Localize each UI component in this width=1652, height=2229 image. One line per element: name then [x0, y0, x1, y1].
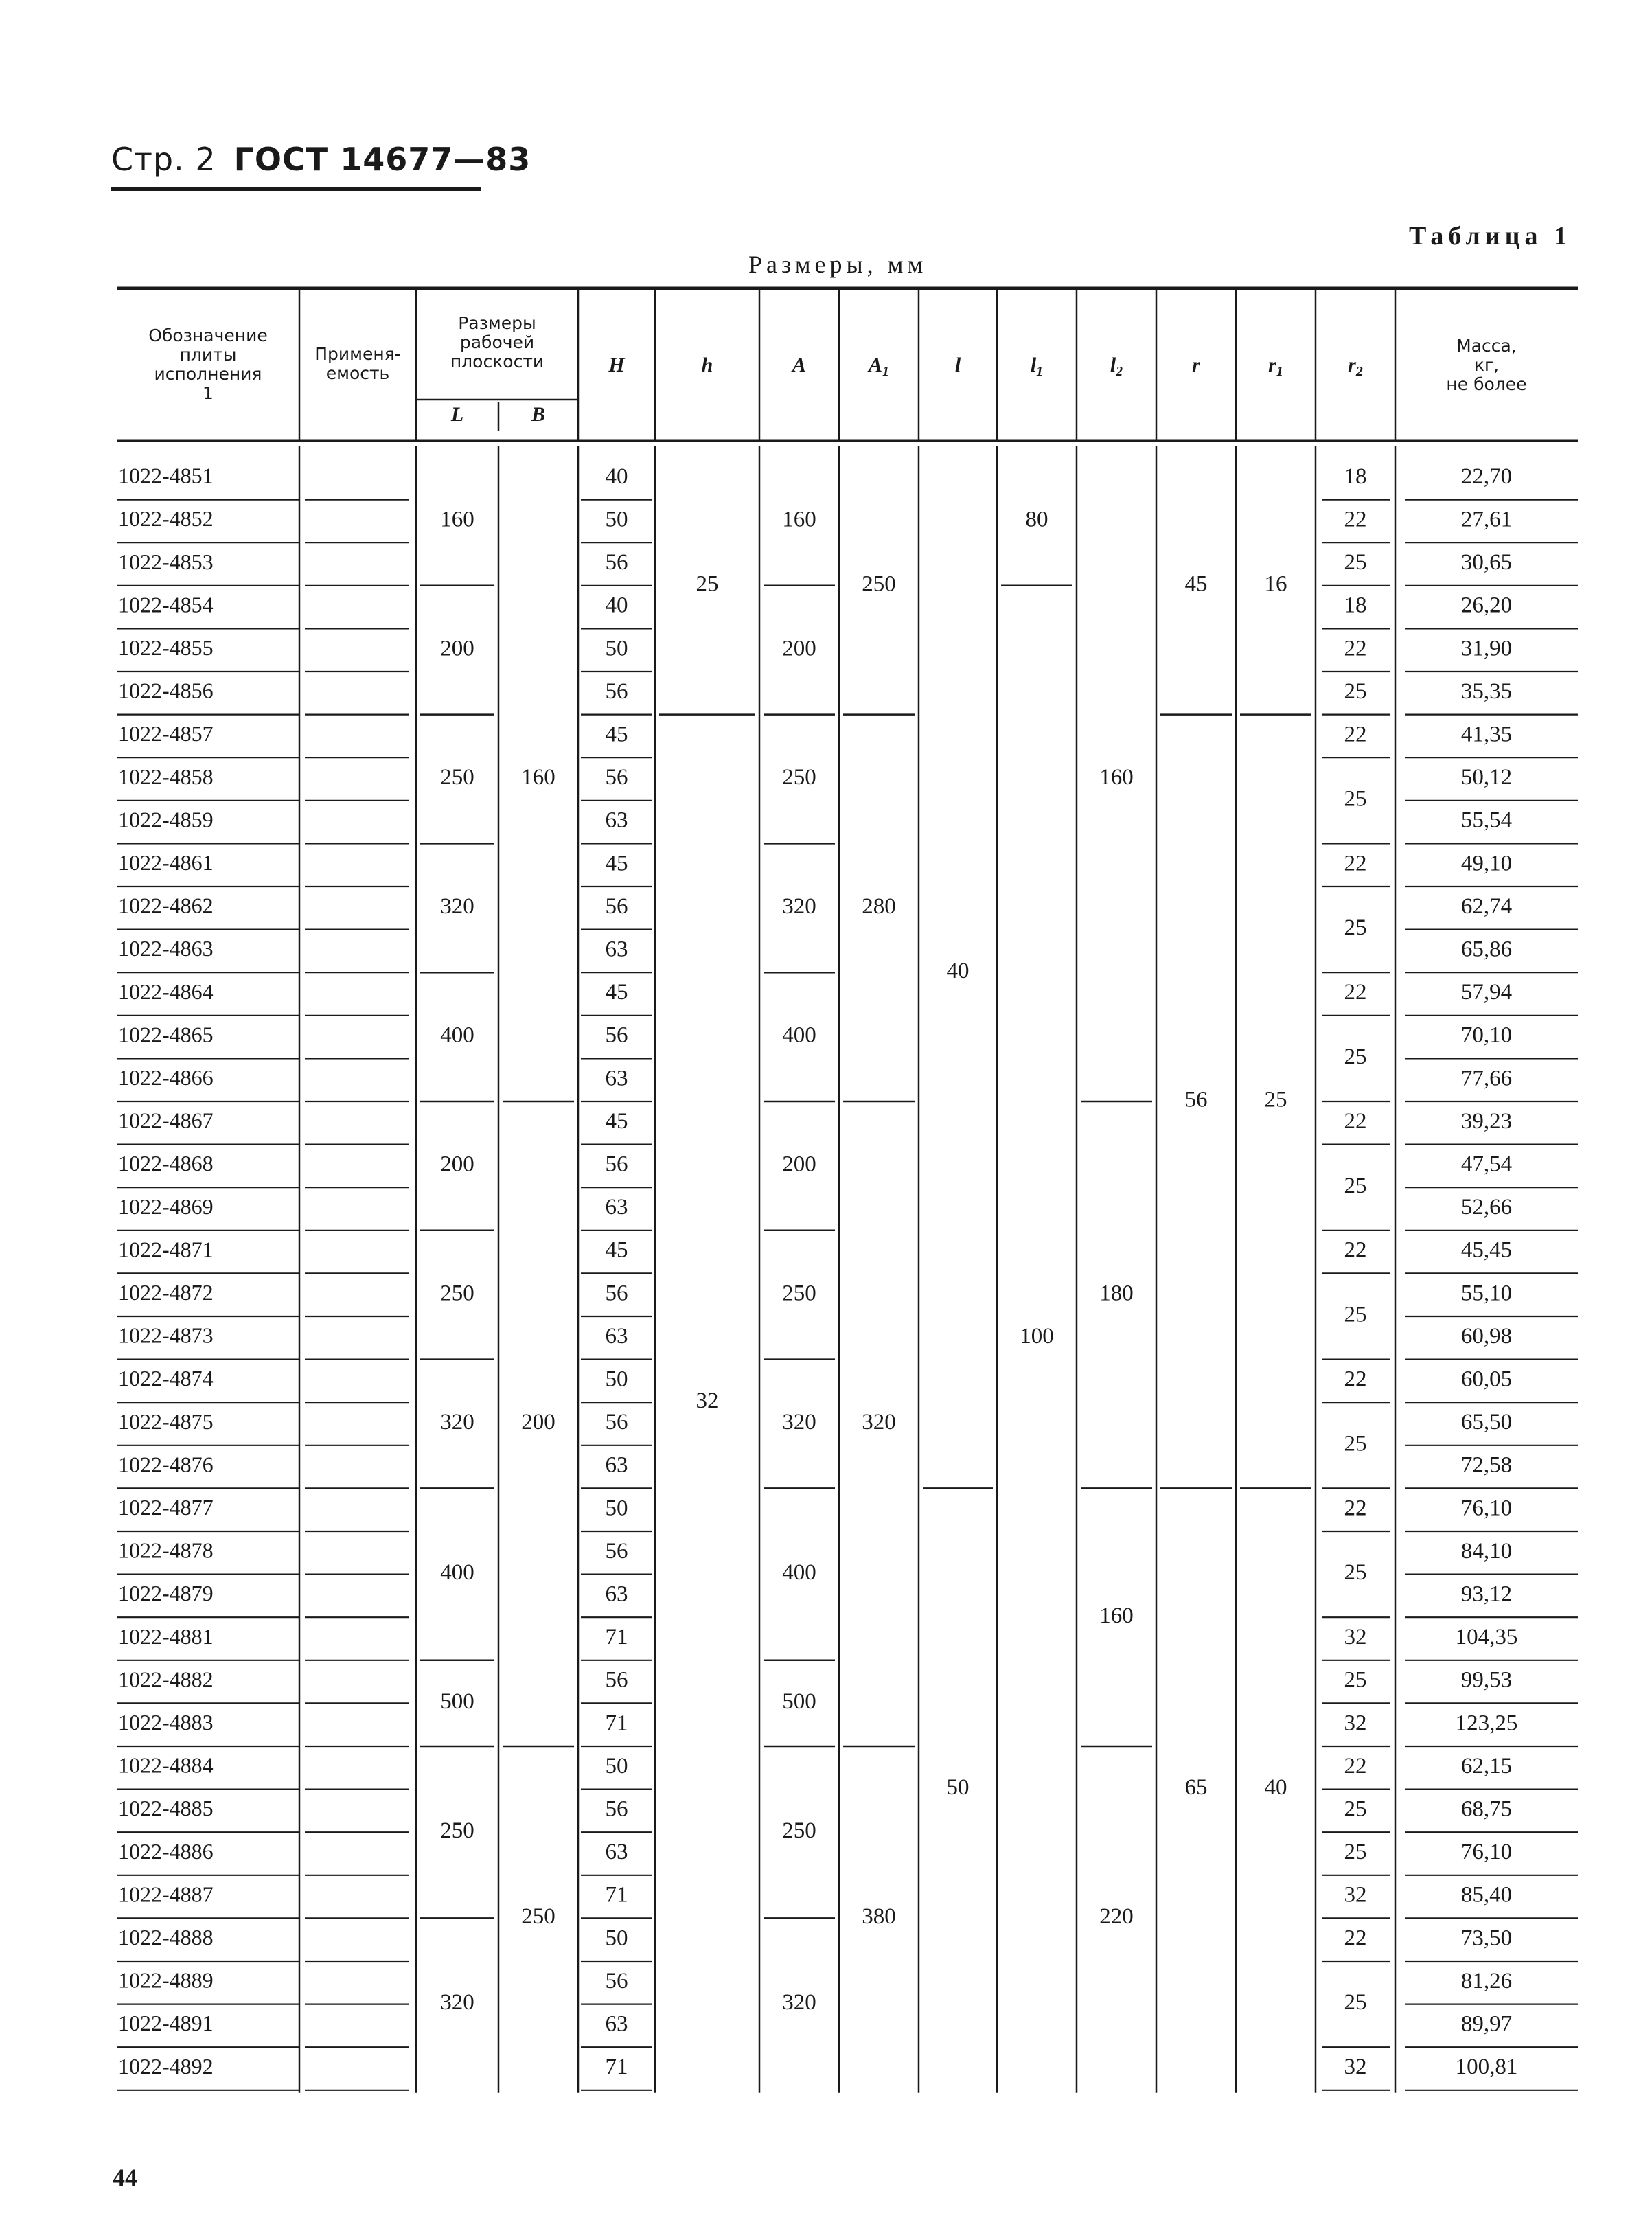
mass-value-cell: 99,53: [1460, 1667, 1513, 1693]
designation-cell: 1022-4857: [118, 721, 214, 746]
mass-value-cell: 60,05: [1460, 1367, 1513, 1392]
h-column-header: H: [608, 353, 625, 376]
mass-value-cell: 76,10: [1460, 1496, 1513, 1521]
designation-cell: 1022-4851: [118, 463, 214, 488]
r1-column-header: $r_1$: [1268, 353, 1283, 379]
mass-value-cell: 45,45: [1460, 1237, 1513, 1263]
a1-size-cell: 320: [862, 1410, 896, 1435]
r2-radius-cell: 25: [1344, 786, 1367, 812]
h-value-cell: 56: [605, 1796, 628, 1822]
h-value-cell: 56: [605, 1281, 628, 1306]
l-length-cell: 50: [946, 1775, 970, 1801]
designation-cell: 1022-4886: [118, 1838, 214, 1864]
h-value-cell: 63: [605, 1323, 628, 1349]
designation-cell: 1022-4872: [118, 1280, 214, 1305]
r2-radius-cell: 18: [1344, 593, 1367, 618]
h-value-cell: 50: [605, 507, 628, 532]
h-small-cell: 32: [696, 1388, 719, 1413]
r2-radius-cell: 25: [1344, 1302, 1367, 1327]
mass-value-cell: 26,20: [1460, 593, 1513, 618]
h-value-cell: 56: [605, 1538, 628, 1564]
h-value-cell: 45: [605, 722, 628, 747]
designation-cell: 1022-4864: [118, 979, 214, 1004]
h-value-cell: 50: [605, 1496, 628, 1521]
r-radius-cell: 65: [1184, 1775, 1208, 1801]
a-size-cell: 400: [782, 1560, 816, 1586]
l-size-cell: 400: [440, 1560, 474, 1586]
h-value-cell: 63: [605, 1581, 628, 1607]
r2-radius-cell: 32: [1344, 1882, 1367, 1908]
designation-cell: 1022-4877: [118, 1495, 214, 1520]
l1-column-header: $l_1$: [1030, 353, 1044, 379]
designation-cell: 1022-4879: [118, 1581, 214, 1606]
designation-cell: 1022-4869: [118, 1193, 214, 1219]
designation-cell: 1022-4881: [118, 1623, 214, 1649]
r2-radius-cell: 22: [1344, 636, 1367, 661]
r1-radius-cell: 25: [1264, 1087, 1287, 1112]
h-value-cell: 63: [605, 937, 628, 962]
mass-header: кг,: [1473, 355, 1500, 375]
h-value-cell: 56: [605, 1410, 628, 1435]
mass-value-cell: 62,15: [1460, 1753, 1513, 1779]
r2-radius-cell: 22: [1344, 1496, 1367, 1521]
designation-cell: 1022-4878: [118, 1538, 214, 1563]
mass-value-cell: 84,10: [1460, 1538, 1513, 1564]
h-value-cell: 45: [605, 851, 628, 876]
r2-radius-cell: 18: [1344, 464, 1367, 489]
r2-radius-cell: 32: [1344, 1711, 1367, 1736]
a-column-header: A: [792, 353, 807, 376]
h-value-cell: 63: [605, 1066, 628, 1091]
mass-value-cell: 100,81: [1455, 2055, 1518, 2080]
h-value-cell: 40: [605, 464, 628, 489]
a-size-cell: 200: [782, 1152, 816, 1177]
designation-cell: 1022-4866: [118, 1065, 214, 1090]
h-value-cell: 56: [605, 550, 628, 575]
h-small-cell: 25: [696, 571, 719, 597]
r2-radius-cell: 25: [1344, 1560, 1367, 1586]
designation-cell: 1022-4887: [118, 1882, 214, 1907]
mass-value-cell: 22,70: [1460, 464, 1513, 489]
mass-value-cell: 62,74: [1460, 893, 1513, 919]
b-size-cell: 250: [521, 1904, 555, 1929]
l1-length-cell: 80: [1025, 507, 1048, 532]
r-radius-cell: 56: [1184, 1087, 1208, 1112]
designation-header: исполнения: [154, 364, 262, 384]
mass-value-cell: 81,26: [1460, 1968, 1513, 1993]
designation-cell: 1022-4862: [118, 893, 214, 918]
l2-length-cell: 160: [1099, 765, 1134, 790]
designation-cell: 1022-4874: [118, 1366, 214, 1391]
l2-length-cell: 160: [1099, 1603, 1134, 1628]
l-size-cell: 400: [440, 1022, 474, 1048]
mass-header: Масса,: [1456, 336, 1517, 356]
l-size-cell: 320: [440, 1990, 474, 2015]
mass-value-cell: 68,75: [1460, 1796, 1513, 1822]
r2-radius-cell: 32: [1344, 2055, 1367, 2080]
mass-value-cell: 77,66: [1460, 1066, 1513, 1091]
l-size-cell: 320: [440, 893, 474, 919]
page-number: 44: [113, 2164, 137, 2191]
l-size-cell: 500: [440, 1689, 474, 1714]
work-surface-header: плоскости: [450, 352, 544, 372]
designation-cell: 1022-4868: [118, 1151, 214, 1176]
r2-radius-cell: 22: [1344, 1367, 1367, 1392]
a1-size-cell: 380: [862, 1904, 896, 1929]
l-size-cell: 250: [440, 765, 474, 790]
b-size-cell: 200: [521, 1410, 555, 1435]
mass-value-cell: 93,12: [1460, 1581, 1513, 1607]
designation-cell: 1022-4854: [118, 592, 214, 617]
r2-radius-cell: 22: [1344, 1753, 1367, 1779]
designation-cell: 1022-4863: [118, 936, 214, 961]
mass-value-cell: 57,94: [1460, 980, 1513, 1005]
h-value-cell: 63: [605, 1452, 628, 1478]
a-size-cell: 320: [782, 1410, 816, 1435]
applicability-header: емость: [325, 363, 390, 383]
l-size-cell: 320: [440, 1410, 474, 1435]
r2-column-header: $r_2$: [1348, 353, 1363, 379]
a-size-cell: 320: [782, 893, 816, 919]
mass-value-cell: 41,35: [1460, 722, 1513, 747]
table-units-caption: Размеры, мм: [748, 251, 928, 278]
mass-value-cell: 76,10: [1460, 1840, 1513, 1865]
mass-header: не более: [1446, 374, 1527, 394]
r2-radius-cell: 32: [1344, 1625, 1367, 1650]
l2-column-header: $l_2$: [1110, 353, 1123, 379]
work-surface-header: рабочей: [459, 332, 535, 352]
designation-cell: 1022-4853: [118, 549, 214, 574]
h-value-cell: 56: [605, 893, 628, 919]
designation-cell: 1022-4884: [118, 1752, 214, 1778]
designation-header: 1: [203, 383, 214, 403]
designation-cell: 1022-4865: [118, 1022, 214, 1047]
mass-value-cell: 104,35: [1455, 1625, 1518, 1650]
r2-radius-cell: 22: [1344, 980, 1367, 1005]
designation-cell: 1022-4882: [118, 1667, 214, 1692]
a-size-cell: 250: [782, 1281, 816, 1306]
h-value-cell: 50: [605, 1925, 628, 1951]
h-value-cell: 63: [605, 2011, 628, 2037]
r-radius-cell: 45: [1184, 571, 1208, 597]
designation-cell: 1022-4856: [118, 678, 214, 703]
l-size-cell: 250: [440, 1818, 474, 1843]
designation-cell: 1022-4873: [118, 1323, 214, 1348]
designation-cell: 1022-4852: [118, 506, 214, 531]
a1-column-header: $A_1$: [868, 353, 890, 379]
h-value-cell: 56: [605, 1022, 628, 1048]
r2-radius-cell: 22: [1344, 1237, 1367, 1263]
a-size-cell: 250: [782, 765, 816, 790]
r2-radius-cell: 22: [1344, 1925, 1367, 1951]
h-value-cell: 40: [605, 593, 628, 618]
h-value-cell: 71: [605, 2055, 628, 2080]
h-value-cell: 45: [605, 980, 628, 1005]
designation-cell: 1022-4888: [118, 1925, 214, 1950]
designation-cell: 1022-4855: [118, 635, 214, 661]
h-value-cell: 63: [605, 1840, 628, 1865]
designation-header: плиты: [179, 345, 237, 365]
mass-value-cell: 47,54: [1460, 1152, 1513, 1177]
mass-value-cell: 30,65: [1460, 550, 1513, 575]
table-number: Таблица 1: [1409, 222, 1572, 251]
designation-cell: 1022-4871: [118, 1237, 214, 1262]
l-column-header: L: [450, 402, 464, 426]
a-size-cell: 500: [782, 1689, 816, 1714]
mass-value-cell: 70,10: [1460, 1022, 1513, 1048]
h-value-cell: 71: [605, 1625, 628, 1650]
h-value-cell: 56: [605, 678, 628, 704]
a-size-cell: 200: [782, 636, 816, 661]
r2-radius-cell: 22: [1344, 507, 1367, 532]
h-value-cell: 56: [605, 1152, 628, 1177]
l-length-cell: 40: [946, 958, 970, 983]
l-size-cell: 250: [440, 1281, 474, 1306]
header-standard: ГОСТ 14677—83: [233, 141, 531, 178]
r2-radius-cell: 22: [1344, 1108, 1367, 1134]
h-value-cell: 56: [605, 1667, 628, 1693]
mass-value-cell: 50,12: [1460, 765, 1513, 790]
a1-size-cell: 280: [862, 893, 896, 919]
r2-radius-cell: 25: [1344, 550, 1367, 575]
h-value-cell: 50: [605, 1753, 628, 1779]
mass-value-cell: 65,50: [1460, 1410, 1513, 1435]
designation-cell: 1022-4861: [118, 850, 214, 876]
h-value-cell: 50: [605, 636, 628, 661]
l-size-cell: 200: [440, 1152, 474, 1177]
h-value-cell: 71: [605, 1882, 628, 1908]
r2-radius-cell: 25: [1344, 1667, 1367, 1693]
a-size-cell: 160: [782, 507, 816, 532]
r2-radius-cell: 25: [1344, 1990, 1367, 2015]
designation-cell: 1022-4875: [118, 1408, 214, 1434]
designation-cell: 1022-4859: [118, 807, 214, 832]
r1-radius-cell: 40: [1264, 1775, 1287, 1801]
designation-cell: 1022-4867: [118, 1108, 214, 1133]
mass-value-cell: 35,35: [1460, 678, 1513, 704]
h-value-cell: 63: [605, 808, 628, 833]
l1-length-cell: 100: [1020, 1323, 1054, 1349]
header-page-label: Стр. 2: [111, 141, 216, 178]
designation-cell: 1022-4876: [118, 1452, 214, 1477]
work-surface-header: Размеры: [458, 313, 536, 333]
small-h-column-header: h: [701, 353, 713, 376]
h-value-cell: 45: [605, 1237, 628, 1263]
mass-value-cell: 27,61: [1460, 507, 1513, 532]
h-value-cell: 50: [605, 1367, 628, 1392]
designation-cell: 1022-4883: [118, 1710, 214, 1735]
designation-cell: 1022-4885: [118, 1796, 214, 1821]
r2-radius-cell: 22: [1344, 722, 1367, 747]
r2-radius-cell: 25: [1344, 1840, 1367, 1865]
l-size-cell: 200: [440, 636, 474, 661]
h-value-cell: 45: [605, 1108, 628, 1134]
a-size-cell: 400: [782, 1022, 816, 1048]
l-size-cell: 160: [440, 507, 474, 532]
mass-value-cell: 89,97: [1460, 2011, 1513, 2037]
mass-value-cell: 65,86: [1460, 937, 1513, 962]
r2-radius-cell: 25: [1344, 915, 1367, 941]
mass-value-cell: 31,90: [1460, 636, 1513, 661]
designation-cell: 1022-4891: [118, 2011, 214, 2036]
designation-cell: 1022-4889: [118, 1967, 214, 1993]
mass-value-cell: 52,66: [1460, 1195, 1513, 1220]
b-column-header: B: [531, 402, 546, 426]
designation-cell: 1022-4892: [118, 2053, 214, 2079]
a1-size-cell: 250: [862, 571, 896, 597]
designation-cell: 1022-4858: [118, 764, 214, 789]
r2-radius-cell: 25: [1344, 1431, 1367, 1456]
r2-radius-cell: 22: [1344, 851, 1367, 876]
l2-length-cell: 180: [1099, 1281, 1134, 1306]
a-size-cell: 320: [782, 1990, 816, 2015]
mass-value-cell: 55,10: [1460, 1281, 1513, 1306]
h-value-cell: 56: [605, 765, 628, 790]
r2-radius-cell: 25: [1344, 1044, 1367, 1069]
r-column-header: r: [1192, 353, 1200, 376]
r2-radius-cell: 25: [1344, 1173, 1367, 1198]
mass-value-cell: 60,98: [1460, 1323, 1513, 1349]
l-lower-column-header: l: [954, 353, 961, 376]
r1-radius-cell: 16: [1264, 571, 1287, 597]
mass-value-cell: 49,10: [1460, 851, 1513, 876]
mass-value-cell: 55,54: [1460, 808, 1513, 833]
mass-value-cell: 85,40: [1460, 1882, 1513, 1908]
mass-value-cell: 123,25: [1455, 1711, 1518, 1736]
a-size-cell: 250: [782, 1818, 816, 1843]
mass-value-cell: 73,50: [1460, 1925, 1513, 1951]
h-value-cell: 56: [605, 1968, 628, 1993]
applicability-header: Применя-: [314, 344, 401, 364]
mass-value-cell: 39,23: [1460, 1108, 1513, 1134]
b-size-cell: 160: [521, 765, 555, 790]
h-value-cell: 63: [605, 1195, 628, 1220]
r2-radius-cell: 25: [1344, 678, 1367, 704]
mass-value-cell: 72,58: [1460, 1452, 1513, 1478]
l2-length-cell: 220: [1099, 1904, 1134, 1929]
r2-radius-cell: 25: [1344, 1796, 1367, 1822]
h-value-cell: 71: [605, 1711, 628, 1736]
designation-header: Обозначение: [148, 325, 268, 345]
